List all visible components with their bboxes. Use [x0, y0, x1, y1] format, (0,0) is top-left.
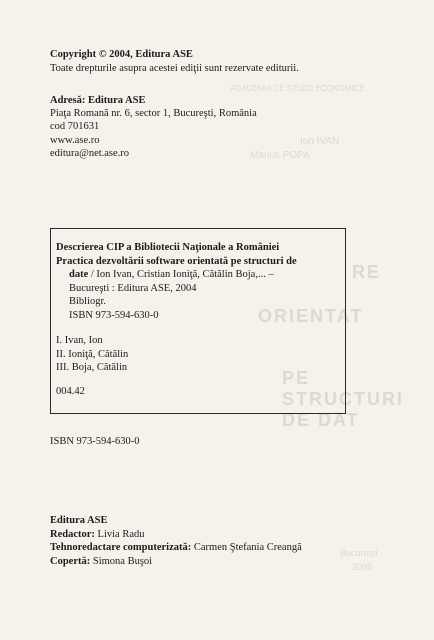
editor-label: Redactor:: [50, 528, 95, 540]
cover-label: Copertă:: [50, 555, 91, 567]
isbn: ISBN 973-594-630-0: [50, 436, 140, 447]
website: www.ase.ro: [50, 134, 100, 146]
book-title-end: date: [69, 269, 89, 280]
bleed-through-text: ACADEMIA DE STUDII ECONOMICE: [230, 84, 365, 93]
copyright-block: [50, 48, 299, 76]
bleed-through-text: PE STRUCTURI DE DAT: [282, 368, 404, 430]
bibliography-note: Bibliogr.: [69, 296, 107, 307]
cip-isbn: ISBN 973-594-630-0: [69, 309, 159, 321]
typesetting-line: [50, 541, 302, 555]
bleed-through-text: RE: [352, 262, 382, 282]
bleed-through-text: 2005: [352, 562, 373, 572]
editor-name: Livia Radu: [97, 528, 145, 540]
book-title-continuation: [56, 268, 340, 282]
address-street: Piaţa Romană nr. 6, sector 1, Bucureşti, România: [50, 108, 257, 120]
classification-code: 004.42: [56, 385, 85, 397]
rights-statement: Toate drepturile asupra acestei ediţii sunt rezervate editurii.: [50, 63, 299, 74]
credits-publisher: Editura ASE: [50, 515, 108, 526]
typesetting-label: Tehnoredactare computerizată:: [50, 542, 192, 553]
credits-block: [50, 514, 302, 568]
cover-designer-name: Simona Buşoi: [92, 555, 153, 567]
author-entry: III. Boja, Cătălin: [56, 362, 128, 373]
editor-line: [50, 528, 302, 542]
copyright-line: Copyright © 2004, Editura ASE: [50, 49, 193, 60]
cover-line: [50, 555, 302, 569]
authors-list: / Ion Ivan, Cristian Ioniţă, Cătălin Boja,... –: [88, 269, 274, 280]
cip-heading: Descrierea CIP a Bibliotecii Naţionale a României: [56, 242, 280, 253]
address-label: Adresă: Editura ASE: [50, 95, 146, 106]
author-entry: II. Ioniţă, Cătălin: [56, 348, 129, 360]
bleed-through-text: ORIENTAT: [258, 306, 364, 326]
publisher-line: Bucureşti : Editura ASE, 2004: [69, 282, 197, 294]
postal-code: cod 701631: [50, 121, 100, 133]
book-title: Practica dezvoltării software orientată pe structuri de: [56, 255, 297, 267]
bleed-through-text: Marius POPA: [250, 150, 310, 161]
email: editura@net.ase.ro: [50, 147, 130, 159]
publisher-address: [50, 94, 257, 160]
author-entry: I. Ivan, Ion: [56, 335, 103, 346]
bleed-through-text: Bucureşti: [340, 548, 378, 558]
cip-description-box: [50, 228, 346, 414]
typesetting-name: Carmen Ştefania Creangă: [193, 542, 302, 553]
bleed-through-text: Ion IVAN: [300, 136, 340, 147]
